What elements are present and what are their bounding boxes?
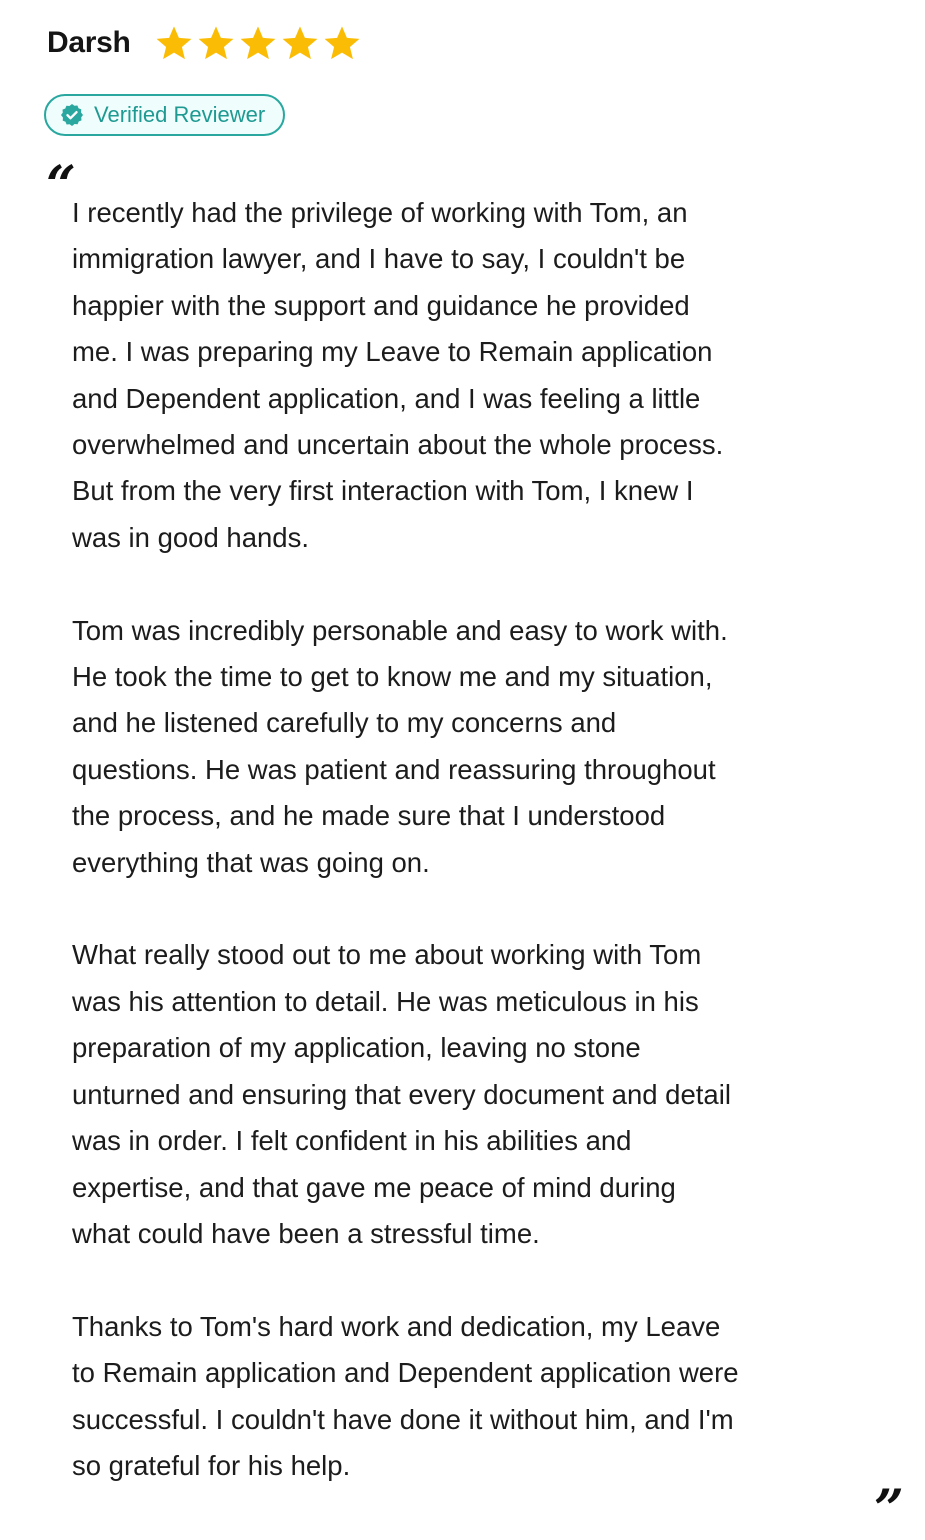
review-paragraph xyxy=(72,1304,892,1490)
text-line: everything that was going on. xyxy=(72,846,430,878)
verified-reviewer-badge xyxy=(44,94,285,136)
star-icon xyxy=(239,24,277,62)
text-line: so grateful for his help. xyxy=(72,1449,351,1481)
open-quote-icon: “ xyxy=(46,155,76,216)
review-paragraph xyxy=(72,190,892,561)
review-body xyxy=(72,190,892,1536)
review-paragraph xyxy=(72,608,892,886)
close-quote-icon: ” xyxy=(874,1479,904,1540)
reviewer-name: Darsh xyxy=(47,26,131,59)
text-line: happier with the support and guidance he provided xyxy=(72,289,690,321)
text-line: and Dependent application, and I was feeling a little xyxy=(72,382,701,414)
text-line: unturned and ensuring that every document and detail xyxy=(72,1078,731,1110)
text-line: questions. He was patient and reassuring throughout xyxy=(72,753,716,785)
text-line: immigration lawyer, and I have to say, I couldn't be xyxy=(72,243,686,275)
star-rating xyxy=(155,24,361,62)
text-line: Tom was incredibly personable and easy to work with. xyxy=(72,614,728,646)
badge-label: Verified Reviewer xyxy=(94,102,266,127)
text-line: the process, and he made sure that I understood xyxy=(72,800,666,832)
star-icon xyxy=(197,24,235,62)
verified-check-icon xyxy=(60,103,84,127)
star-icon xyxy=(323,24,361,62)
text-line: overwhelmed and uncertain about the whole process. xyxy=(72,429,724,461)
text-line: what could have been a stressful time. xyxy=(72,1217,540,1249)
text-line: was in order. I felt confident in his abilities and xyxy=(72,1125,632,1157)
text-line: to Remain application and Dependent application were xyxy=(72,1357,739,1389)
text-line: was his attention to detail. He was meticulous in his xyxy=(72,985,699,1017)
review-paragraph xyxy=(72,932,892,1257)
text-line: I recently had the privilege of working with Tom, an xyxy=(72,197,688,228)
review-header xyxy=(47,24,361,62)
text-line: But from the very first interaction with Tom, I knew I xyxy=(72,475,694,507)
text-line: me. I was preparing my Leave to Remain application xyxy=(72,336,713,368)
text-line: Thanks to Tom's hard work and dedication, my Leave xyxy=(72,1310,721,1342)
text-line: preparation of my application, leaving no stone xyxy=(72,1032,641,1064)
text-line: was in good hands. xyxy=(72,521,309,553)
text-line: What really stood out to me about working with Tom xyxy=(72,939,702,971)
star-icon xyxy=(155,24,193,62)
text-line: expertise, and that gave me peace of mind during xyxy=(72,1171,676,1203)
text-line: He took the time to get to know me and my situation, xyxy=(72,661,713,693)
text-line: and he listened carefully to my concerns and xyxy=(72,707,617,739)
star-icon xyxy=(281,24,319,62)
text-line: successful. I couldn't have done it without him, and I'm xyxy=(72,1403,734,1435)
